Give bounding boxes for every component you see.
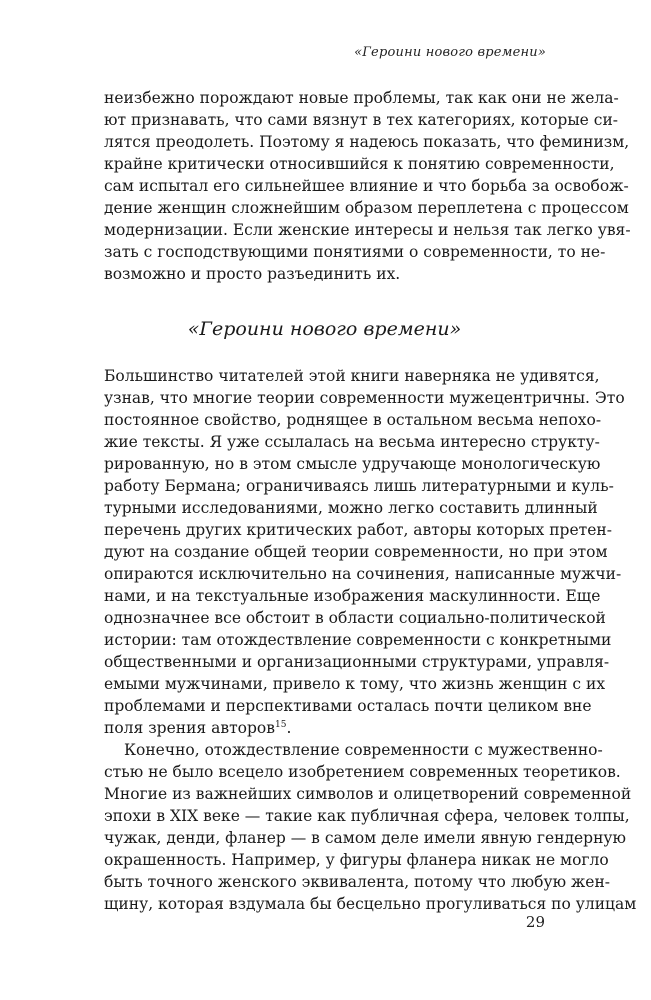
text-line: однозначнее все обстоит в области социально-политической (104, 609, 606, 627)
text-line: проблемами и перспективами осталась почти целиком вне (104, 697, 592, 715)
text-line: емыми мужчинами, привело к тому, что жизнь женщин с их (104, 675, 606, 693)
text-line: жие тексты. Я уже ссылалась на весьма интересно структу- (104, 433, 600, 451)
text-fragment: поля зрения авторов (104, 719, 275, 737)
text-line (104, 718, 545, 740)
text-line: дение женщин сложнейшим образом переплетена с процессом (104, 199, 629, 217)
text-fragment: . (286, 719, 292, 737)
text-line: узнав, что многие теории современности мужецентричны. Это (104, 389, 625, 407)
footnote-ref[interactable]: 15 (274, 719, 287, 730)
text-line: ют признавать, что сами вязнут в тех категориях, которые си- (104, 111, 619, 129)
text-line: быть точного женского эквивалента, потому что любую жен- (104, 873, 611, 891)
text-line: стью не было всецело изобретением современных теоретиков. (104, 763, 621, 781)
text-line: щину, которая вздумала бы бесцельно прогуливаться по улицам (104, 895, 637, 913)
text-line: чужак, денди, фланер — в самом деле имели явную гендерную (104, 829, 627, 847)
text-line: опираются исключительно на сочинения, написанные мужчи- (104, 565, 622, 583)
text-line: дуют на создание общей теории современности, но при этом (104, 543, 608, 561)
text-line: возможно и просто разъединить их. (104, 265, 401, 283)
text-line: эпохи в XIX веке — такие как публичная сфера, человек толпы, (104, 807, 630, 825)
text-line: истории: там отождествление современности с конкретными (104, 631, 612, 649)
text-line: Большинство читателей этой книги наверняка не удивятся, (104, 367, 600, 385)
text-line: модернизации. Если женские интересы и нельзя так легко увя- (104, 221, 631, 239)
text-line: лятся преодолеть. Поэтому я надеюсь показать, что феминизм, (104, 133, 630, 151)
text-line: рированную, но в этом смысле удручающе монологическую (104, 455, 601, 473)
text-line: зать с господствующими понятиями о современности, то не- (104, 243, 606, 261)
text-line: работу Бермана; ограничиваясь лишь литературными и куль- (104, 477, 614, 495)
text-line: окрашенность. Например, у фигуры фланера никак не могло (104, 851, 609, 869)
text-line: общественными и организационными структурами, управля- (104, 653, 610, 671)
section-heading: «Героини нового времени» (187, 318, 462, 340)
text-line: неизбежно порождают новые проблемы, так как они не жела- (104, 89, 619, 107)
text-line: нами, и на текстуальные изображения маскулинности. Еще (104, 587, 601, 605)
text-line: постоянное свойство, роднящее в остальном весьма непохо- (104, 411, 602, 429)
text-line: перечень других критических работ, авторы которых претен- (104, 521, 612, 539)
text-line: турными исследованиями, можно легко составить длинный (104, 499, 598, 517)
text-line: крайне критически относившийся к понятию современности, (104, 155, 615, 173)
text-line: Многие из важнейших символов и олицетворений современной (104, 785, 632, 803)
text-line: Конечно, отождествление современности с мужественно- (124, 741, 603, 759)
text-line: сам испытал его сильнейшее влияние и что борьба за освобож- (104, 177, 629, 195)
running-head: «Героини нового времени» (354, 45, 546, 60)
page-number: 29 (525, 913, 545, 931)
